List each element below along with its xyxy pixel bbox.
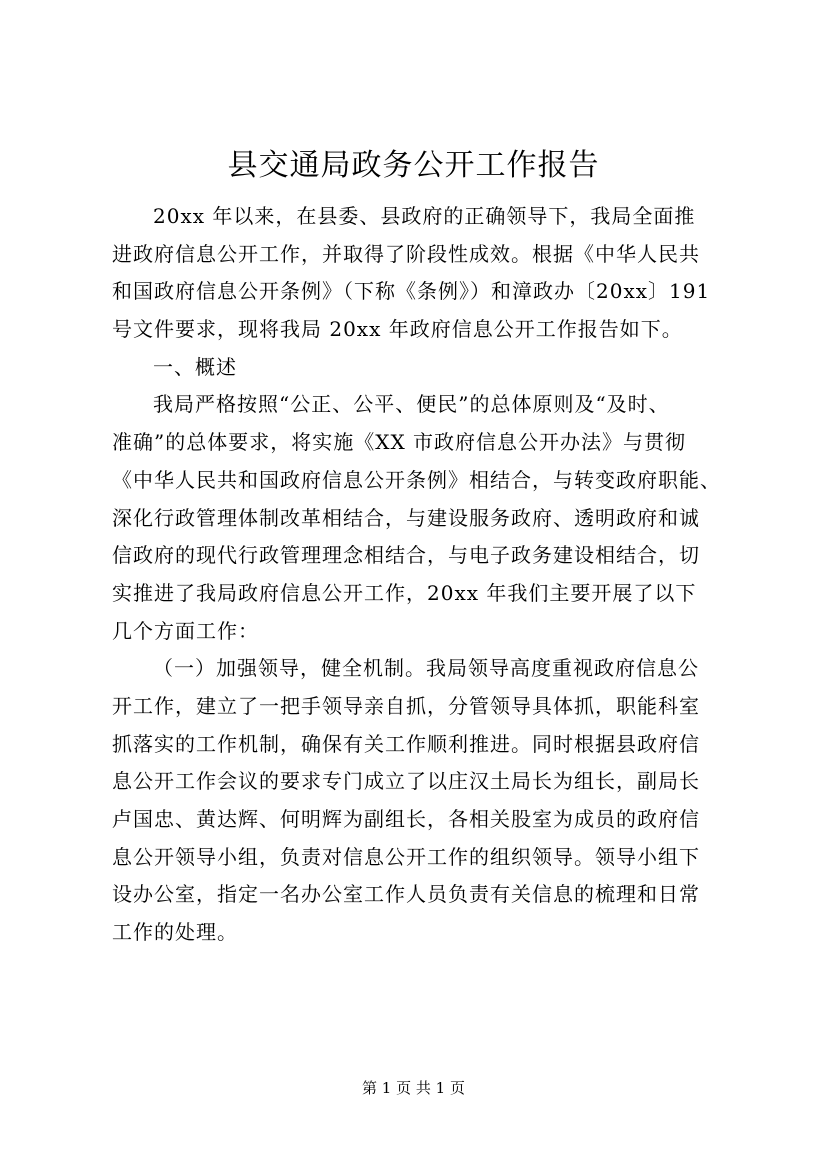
paragraph-line: （一）加强领导，健全机制。我局领导高度重视政府信息公 [153,656,699,681]
paragraph-line: 信政府的现代行政管理理念相结合，与电子政务建设相结合，切 [112,543,700,568]
paragraph-line: 卢国忠、黄达辉、何明辉为副组长，各相关股室为成员的政府信 [112,807,700,831]
paragraph-line: 20xx 年以来，在县委、县政府的正确领导下，我局全面推 [153,204,696,228]
paragraph-line: 和国政府信息公开条例》（下称《条例》）和漳政办〔20xx〕191 [112,279,711,304]
paragraph-line: 《中华人民共和国政府信息公开条例》相结合，与转变政府职能、 [112,467,721,492]
paragraph-line: 深化行政管理体制改革相结合，与建设服务政府、透明政府和诚 [112,505,700,530]
paragraph-line: 号文件要求，现将我局 20xx 年政府信息公开工作报告如下。 [112,317,683,342]
paragraph-line: 息公开领导小组，负责对信息公开工作的组织领导。领导小组下 [112,844,700,869]
document-title: 县交通局政务公开工作报告 [227,148,600,183]
paragraph-line: 抓落实的工作机制，确保有关工作顺利推进。同时根据县政府信 [112,731,700,756]
paragraph-line: 工作的处理。 [112,920,238,945]
page-footer: 第 1 页 共 1 页 [362,1079,465,1097]
paragraph-line: 准确”的总体要求，将实施《XX 市政府信息公开办法》与贯彻 [112,430,687,455]
paragraph-line: 进政府信息公开工作，并取得了阶段性成效。根据《中华人民共 [112,241,700,266]
paragraph-line: 设办公室，指定一名办公室工作人员负责有关信息的梳理和日常 [112,882,700,907]
section-heading: 一、概述 [153,354,237,379]
paragraph-line: 开工作，建立了一把手领导亲自抓，分管领导具体抓，职能科室 [112,693,700,718]
paragraph-line: 我局严格按照“公正、公平、便民”的总体原则及“及时、 [153,392,670,417]
paragraph-line: 息公开工作会议的要求专门成立了以庄汉土局长为组长，副局长 [112,769,700,794]
paragraph-line: 实推进了我局政府信息公开工作，20xx 年我们主要开展了以下 [112,580,697,605]
document-body [112,198,732,952]
paragraph-line: 几个方面工作： [112,618,259,643]
